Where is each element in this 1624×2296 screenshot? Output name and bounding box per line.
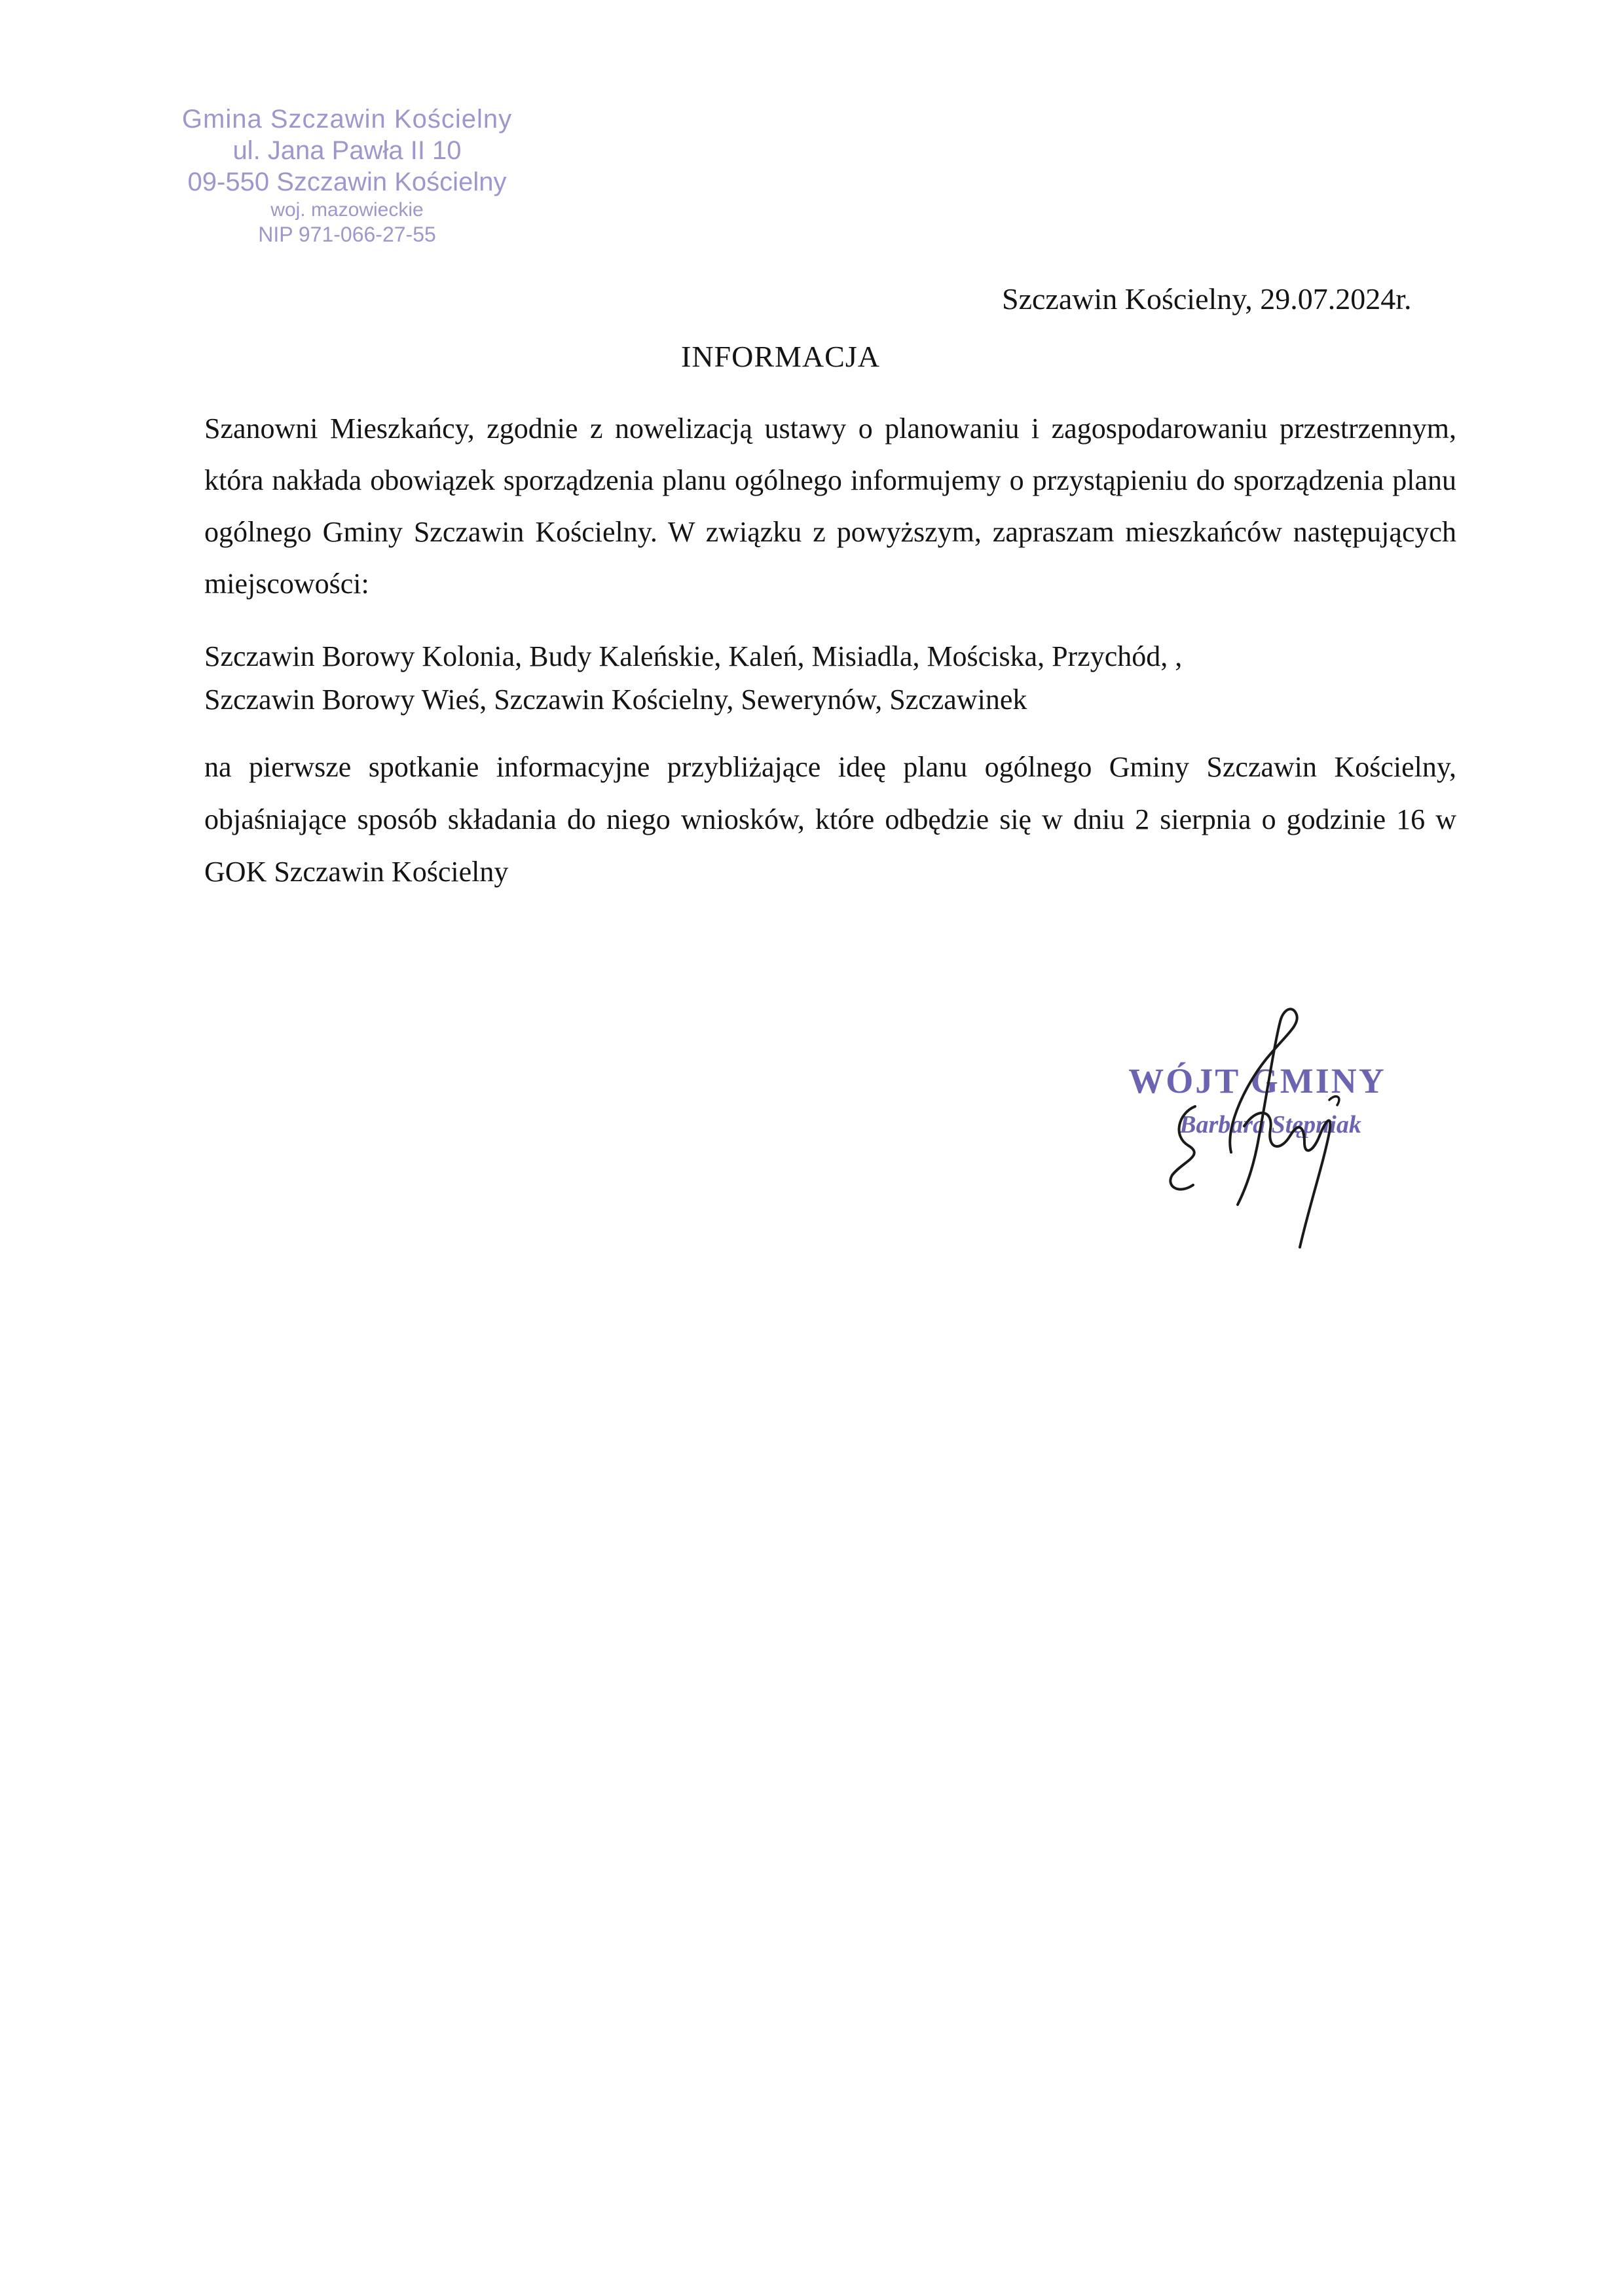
stamp-line-city: 09-550 Szczawin Kościelny [187, 168, 507, 196]
stamp-line-nip: NIP 971-066-27-55 [258, 223, 436, 246]
places-line: Szczawin Borowy Wieś, Szczawin Kościelny, Sewerynów, Szczawinek [204, 683, 1027, 716]
meeting-paragraph: na pierwsze spotkanie informacyjne przybliżające ideę planu ogólnego Gminy Szczawin Kościelny, objaśniające sposób składania do niego wniosków, które odbędzie się w dniu 2 sierpnia o godzinie 16 w GOK Szczawin Kościelny [204, 751, 1456, 888]
place-and-date: Szczawin Kościelny, 29.07.2024r. [1002, 282, 1412, 316]
address-stamp [164, 106, 530, 245]
stamp-line-street: ul. Jana Pawła II 10 [232, 136, 462, 165]
seal-office-title: WÓJT GMINY [1128, 1061, 1386, 1101]
document-title: INFORMACJA [681, 340, 880, 373]
places-line: Szczawin Borowy Kolonia, Budy Kaleńskie, Kaleń, Misiadla, Mościska, Przychód, , [204, 640, 1183, 672]
stamp-line-voivodeship: woj. mazowieckie [270, 199, 424, 221]
places-list [204, 635, 1481, 721]
handwritten-signature [1133, 995, 1408, 1257]
stamp-line-name: Gmina Szczawin Kościelny [181, 105, 513, 134]
seal-person-name: Barbara Stępniak [1179, 1111, 1361, 1139]
intro-paragraph: Szanowni Mieszkańcy, zgodnie z nowelizacją ustawy o planowaniu i zagospodarowaniu przestrzennym, która nakłada obowiązek sporządzenia planu ogólnego informujemy o przystąpieniu do sporządzenia planu ogólnego Gminy Szczawin Kościelny. W związku z powyższym, zapraszam mieszkańców następujących miejscowości: [204, 412, 1456, 600]
